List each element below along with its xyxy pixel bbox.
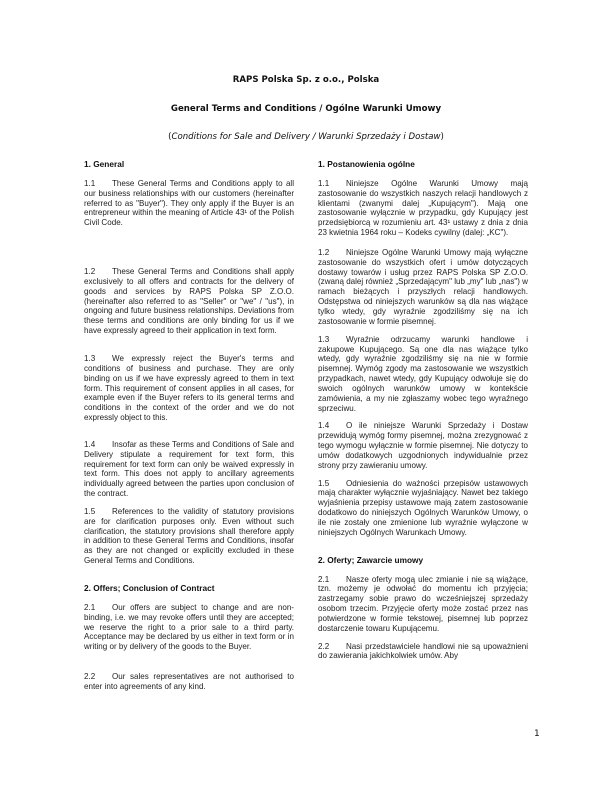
clause-text: We expressly reject the Buyer's terms and conditions of business and purchase. They are only binding on us if we have expressly agreed to them in text form. This requirement of consent applies in all cases, for example even if the Buyer refers to its general terms and conditions in the context of the order and we do not expressly object to this.: [84, 353, 294, 423]
clause-text: O ile niniejsze Warunki Sprzedaży i Dostaw przewidują wymóg formy pisemnej, można zrezygnować z tego wymogu wyłącznie w formie pisemnej. Nie dotyczy to umów dodatkowych uzgodnionych indywidualnie przez strony przy zawieraniu umowy.: [318, 421, 528, 470]
section-heading-general: 1. General: [84, 159, 125, 169]
clause-1-3-en: [84, 354, 294, 423]
clause-1-5-en: [84, 507, 294, 566]
clause-number: 2.2: [318, 641, 330, 651]
clause-1-4-en: [84, 440, 294, 499]
section-heading-oferty: 2. Oferty; Zawarcie umowy: [318, 554, 424, 565]
section-heading-offers: 2. Offers; Conclusion of Contract: [84, 583, 215, 593]
clause-number: 1.4: [318, 421, 330, 431]
clause-text: Our offers are subject to change and are non-binding, i.e. we may revoke offers until they are accepted; we reserve the right to a prior sale to a third party. Acceptance may be declared by us either in text form or in writing or by delivery of the goods to the Buyer.: [84, 602, 294, 652]
document-subtitle: [0, 132, 612, 142]
clause-text: Our sales representatives are not authorised to enter into agreements of any kind.: [84, 672, 294, 691]
clause-text: Niniejsze Ogólne Warunki Umowy mają zastosowanie do wszystkich naszych relacji handlowych z klientami (zwanymi dalej „Kupującym"). Mają one zastosowanie wyłącznie w przypadku, gdy Kupujący jest przedsiębiorcą w rozumieniu art. 43¹ ustawy z dnia z dnia 23 kwietnia 1964 roku – Kodeks cywilny (dalej: „KC").: [318, 178, 528, 238]
clause-2-1-en: [84, 603, 294, 652]
clause-number: 2.1: [84, 602, 96, 612]
clause-text: These General Terms and Conditions apply to all our business relationships with our customers (hereinafter referred to as "Buyer"). They only apply if the Buyer is an entrepreneur within the meaning of Article 43¹ of the Polish Civil Code.: [84, 178, 294, 228]
company-name: RAPS Polska Sp. z o.o., Polska: [232, 75, 380, 85]
clause-1-1-en: [84, 179, 294, 228]
clause-text: These General Terms and Conditions shall apply exclusively to all offers and contracts for the delivery of goods and services by RAPS Polska SP Z.O.O. (hereinafter also referred to as "Seller" or "we" / "us"), in ongoing and future business relationships. Deviations from these terms and conditions are only binding for us if we have expressly agreed to their application in text form.: [84, 267, 294, 336]
clause-number: 2.2: [84, 672, 96, 682]
clause-number: 1.4: [84, 439, 96, 449]
english-column: [84, 160, 294, 692]
clause-text: Wyraźnie odrzucamy warunki handlowe i zakupowe Kupującego. Są one dla nas wiążące tylko wtedy, gdy wyraźnie zgodziliśmy się na nie w formie pisemnej. Wymóg zgody ma zastosowanie we wszystkich przypadkach, nawet wtedy, gdy Kupujący odwołuje się do swoich ogólnych warunków umowy w kontekście zamówienia, a my nie zgłaszamy wobec tego wyraźnego sprzeciwu.: [318, 334, 528, 413]
subtitle-paren-close: ): [440, 132, 444, 142]
clause-text: Nasze oferty mogą ulec zmianie i nie są wiążące, tzn. możemy je odwołać do momentu ich przyjęcia; zastrzegamy sobie prawo do wcześniejszej sprzedaży osobom trzecim. Przyjęcie oferty może zostać przez nas potwierdzone w formie tekstowej, pisemnej lub poprzez dostarczenie towaru Kupującemu.: [318, 574, 528, 633]
clause-1-2-en: [84, 267, 294, 336]
clause-number: 1.1: [84, 178, 96, 188]
clause-text: References to the validity of statutory provisions are for clarification purposes only. Even without such clarification, the statutory provisions shall therefore apply in addition to these General Terms and Conditions, insofar as they are not changed or explicitly excluded in these General Terms and Conditions.: [84, 506, 294, 566]
clause-1-2-pl: [318, 248, 528, 327]
clause-text: Odniesienia do ważności przepisów ustawowych mają charakter wyłącznie wyjaśniający. Nawet bez takiego wyjaśnienia przepisy ustawowe mają zatem zastosowanie dodatkowo do niniejszych Ogólnych Warunków Umowy, o ile nie zostały one zmienione lub wyraźnie wyłączone w niniejszych Ogólnych Warunkach Umowy.: [318, 478, 528, 537]
clause-number: 1.3: [318, 334, 330, 344]
clause-number: 1.5: [318, 478, 330, 488]
clause-number: 2.1: [318, 574, 330, 584]
clause-text: Insofar as these Terms and Conditions of Sale and Delivery stipulate a requirement for text form, this requirement for text form can only be waived expressly in text form. This does not apply to ancillary agreements individually agreed between the parties upon conclusion of the contract.: [84, 439, 294, 499]
clause-2-1-pl: [318, 575, 528, 634]
subtitle-text: Conditions for Sale and Delivery / Warunki Sprzedaży i Dostaw: [171, 132, 441, 142]
clause-1-1-pl: [318, 179, 528, 238]
document-title: General Terms and Conditions / Ogólne Warunki Umowy: [170, 104, 442, 114]
clause-number: 1.2: [84, 267, 96, 277]
clause-2-2-en: [84, 672, 294, 692]
clause-1-4-pl: [318, 421, 528, 470]
clause-number: 1.1: [318, 178, 330, 188]
page-number: 1: [534, 729, 540, 739]
clause-number: 1.3: [84, 353, 96, 363]
clause-text: Niniejsze Ogólne Warunki Umowy mają wyłączne zastosowanie do wszystkich ofert i umów dotyczących dostawy towarów i usług przez RAPS Polska SP Z.O.O. (zwaną dalej również „Sprzedającym" lub „my" lub „nas") w ramach bieżących i przyszłych relacji handlowych. Odstępstwa od niniejszych warunków są dla nas wiążące tylko wtedy, gdy wyraźnie zgodziliśmy się na ich zastosowanie w formie pisemnej.: [318, 247, 528, 326]
clause-number: 1.2: [318, 247, 330, 257]
clause-2-2-pl: [318, 642, 528, 662]
clause-1-3-pl: [318, 335, 528, 414]
clause-text: Nasi przedstawiciele handlowi nie są upoważnieni do zawierania jakichkolwiek umów. Aby: [318, 641, 528, 661]
subtitle-paren-open: (: [168, 132, 172, 142]
section-heading-postanowienia: 1. Postanowienia ogólne: [318, 159, 415, 169]
clause-1-5-pl: [318, 479, 528, 538]
polish-column: [318, 160, 528, 661]
clause-number: 1.5: [84, 506, 96, 516]
